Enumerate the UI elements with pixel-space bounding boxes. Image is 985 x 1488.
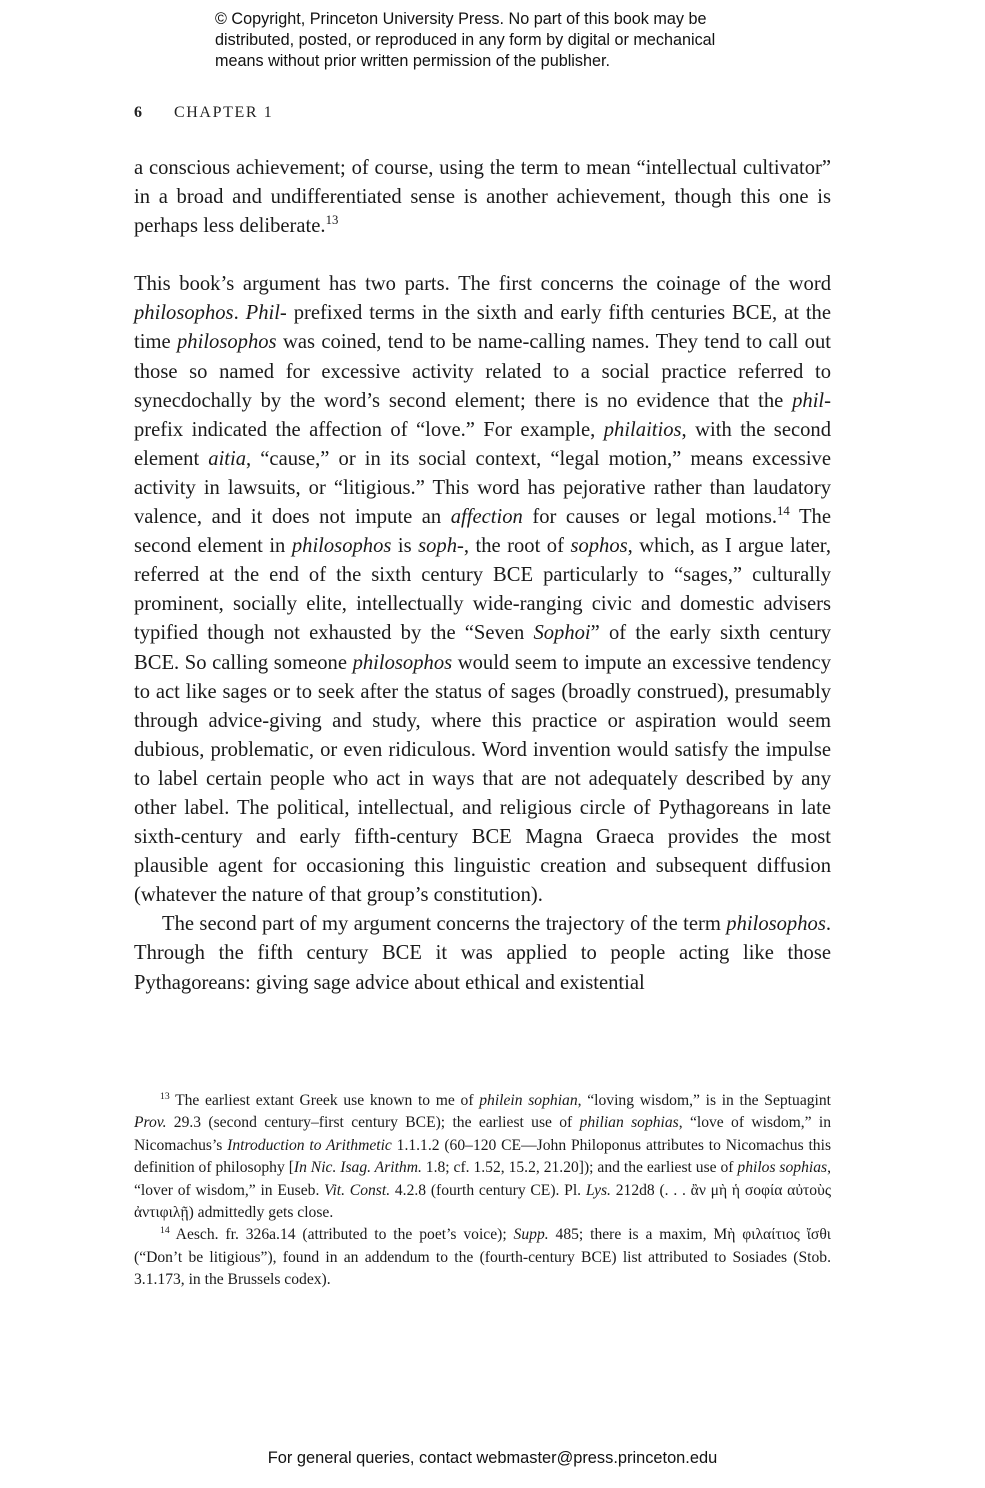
italic-term: philein sophian (479, 1092, 578, 1109)
copyright-line: © Copyright, Princeton University Press. No part of this book may be (215, 10, 707, 28)
italic-term: philosophos (291, 535, 392, 558)
italic-term: philosophos (134, 302, 234, 325)
text-run: 4.2.8 (fourth century CE). Pl. (390, 1181, 586, 1199)
text-run: 212d8 (. . . ἂν μὴ ἡ σοφία αὐτοὺς ἀντιφιλῇ) admittedly gets close. (134, 1181, 832, 1222)
italic-term: philos sophias (737, 1159, 828, 1177)
text-run: The earliest extant Greek use known to me of (169, 1092, 480, 1109)
italic-term: philian sophias (579, 1114, 679, 1132)
italic-term: soph- (418, 535, 464, 558)
text-run: , “lover of wisdom,” in Euseb. (134, 1159, 831, 1199)
italic-term: philaitios (603, 418, 682, 441)
text-run: for causes or legal motions. (522, 506, 778, 529)
footnote-number: 13 (160, 1090, 170, 1102)
paragraph (134, 910, 831, 997)
copyright-line: distributed, posted, or reproduced in any form by digital or mechanical (215, 31, 716, 49)
italic-term: Phil- (245, 302, 287, 325)
text-run: , with the second element (134, 418, 831, 470)
italic-term: phil- (792, 389, 831, 412)
text-run: 1.8; cf. 1.52, 15.2, 21.20]); and the earliest use of (421, 1159, 738, 1177)
text-run: Aesch. fr. 326a.14 (attributed to the poet’s voice); (169, 1226, 514, 1244)
text-run: prefixed terms in the sixth and early fifth centuries BCE, at the time (134, 302, 831, 354)
text-run: , “loving wisdom,” is in the Septuagint (577, 1092, 831, 1109)
italic-term: sophos (570, 535, 628, 558)
main-text (134, 154, 831, 998)
text-run: , “cause,” or in its social context, “legal motion,” means excessive activity in lawsuits, or “litigious.” This word has pejorative rather than laudatory valence, and it does not impute an (134, 447, 831, 529)
text-run: would seem to impute an excessive tendency to act like sages or to seek after the status of sages (broadly construed), presumably through advice-giving and study, where this practice or aspiration would seem dubious, problematic, or even ridiculous. Word invention would satisfy the impulse to label certain people who act in ways that are not adequately described by any other label. The political, intellectual, and religious circle of Pythagoreans in late sixth-century and early fifth-century BCE Magna Graeca provides the most plausible agent for occasioning this linguistic creation and subsequent diffusion (whatever the nature of that group’s constitution). (134, 651, 831, 907)
text-run: a conscious achievement; of course, using the term to mean “intellectual cultivator” in a broad and undifferentiated sense is another achievement, though this one is perhaps less deliberate. (134, 157, 831, 238)
copyright-line: means without prior written permission of the publisher. (215, 52, 610, 70)
copyright-notice (215, 9, 815, 72)
italic-term: In Nic. Isag. Arithm. (293, 1159, 422, 1177)
italic-term: Lys. (585, 1181, 611, 1199)
running-head (134, 104, 273, 122)
footnote-ref[interactable]: 14 (777, 504, 790, 519)
italic-term: philosophos (352, 651, 453, 674)
footnote-13 (134, 1090, 831, 1224)
footnote-ref[interactable]: 13 (325, 213, 339, 228)
footer-contact: For general queries, contact webmaster@press.princeton.edu (267, 1449, 718, 1467)
italic-term: affection (450, 506, 523, 529)
text-run: 1.1.1.2 (60–120 CE—John Philoponus attributes to Nicomachus this definition of philosophy [ (134, 1136, 832, 1177)
text-run: was coined, tend to be name-calling names. They tend to call out those so named for excessive activity related to a social practice referred to synecdochally by the word’s second element; there is no evidence that the (134, 331, 831, 412)
italic-term: Vit. Const. (324, 1181, 391, 1199)
text-run: ” of the early sixth century BCE. So calling someone (134, 622, 831, 674)
italic-term: philosophos (726, 913, 826, 936)
text-run: , which, as I argue later, referred at the end of the sixth century BCE particularly to “sages,” culturally prominent, socially elite, intellectually wide-ranging civic and domestic advisers typified though not exhausted by the “Seven (134, 535, 831, 645)
text-run: , the root of (463, 535, 571, 558)
paragraph (134, 154, 831, 241)
footnote-14 (134, 1224, 831, 1291)
italic-term: aitia (208, 447, 247, 470)
chapter-label: CHAPTER 1 (174, 104, 274, 121)
text-run: , “love of wisdom,” in Nicomachus’s (134, 1114, 832, 1154)
text-run: . (233, 302, 246, 325)
italic-term: Supp. (513, 1226, 549, 1244)
text-run: is (391, 535, 419, 558)
text-run: The second element in (134, 506, 831, 558)
italic-term: Sophoi (533, 622, 591, 645)
footnote-number: 14 (160, 1225, 170, 1237)
text-run: 29.3 (second century–first century BCE); the earliest use of (166, 1114, 580, 1132)
italic-term: philosophos (177, 331, 277, 354)
text-run: This book’s argument has two parts. The first concerns the coinage of the word (134, 273, 831, 296)
text-run: The second part of my argument concerns the trajectory of the term (162, 913, 727, 936)
text-run: 485; there is a maxim, Μὴ φιλαίτιος ἴσθι (“Don’t be litigious”), found in an addendum to the (fourth-century BCE) list attributed to Sosiades (Stob. 3.1.173, in the Brussels codex). (134, 1226, 831, 1289)
footnotes (134, 1090, 831, 1292)
page-number: 6 (134, 104, 142, 121)
italic-term: Introduction to Arithmetic (227, 1136, 392, 1154)
text-run: . Through the fifth century BCE it was applied to people acting like those Pythagoreans: giving sage advice about ethical and existential (134, 913, 831, 994)
italic-term: Prov. (134, 1114, 167, 1132)
text-run: prefix indicated the affection of “love.” For example, (134, 418, 604, 441)
paragraph (134, 270, 831, 910)
